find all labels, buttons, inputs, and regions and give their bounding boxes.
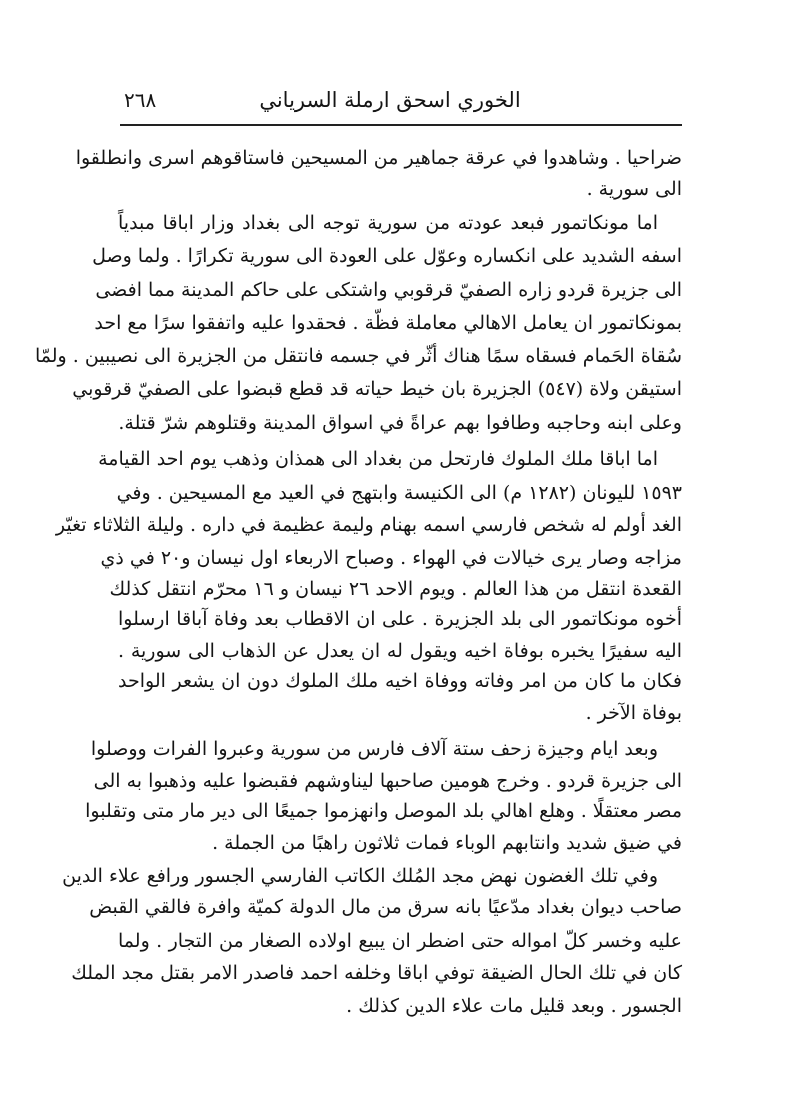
text-line: استيقن ولاة (٥٤٧) الجزيرة بان خيط حياته قد قطع قبضوا على الصفيّ قرقوبي (72, 378, 682, 400)
text-line: اليه سفيرًا يخبره بوفاة اخيه ويقول له ان يعدل عن الذهاب الى سورية . (118, 640, 682, 662)
text-line: الى جزيرة قردو . وخرج هومين صاحبها ليناوشهم فقبضوا عليه وذهبوا به الى (93, 770, 682, 792)
text-line: وبعد ايام وجيزة زحف ستة آلاف فارس من سورية وعبروا الفرات ووصلوا (90, 738, 658, 760)
text-line: مزاجه وصار يرى خيالات في الهواء . وصباح الاربعاء اول نيسان و٢٠ في ذي (100, 547, 682, 569)
text-line: اما اباقا ملك الملوك فارتحل من بغداد الى همذان وذهب يوم احد القيامة (98, 448, 658, 470)
text-line: مصر معتقلًا . وهلع اهالي بلد الموصل وانهزموا جميعًا الى دير مار متى وتقلبوا (85, 800, 682, 822)
text-line: الجسور . وبعد قليل مات علاء الدين كذلك . (346, 995, 682, 1017)
text-line: وفي تلك الغضون نهض مجد المُلك الكاتب الفارسي الجسور ورافع علاء الدين (62, 865, 658, 887)
running-title: الخوري اسحق ارملة السرياني (259, 88, 521, 112)
text-line: اسفه الشديد على انكساره وعوّل على العودة الى سورية تكرارًا . ولما وصل (92, 245, 682, 267)
text-line: وعلى ابنه وحاجبه وطافوا بهم عراةً في اسواق المدينة وقتلوهم شرّ قتلة. (118, 412, 682, 434)
text-line: صاحب ديوان بغداد مدّعيًا بانه سرق من مال الدولة كميّة وافرة فالقي القبض (89, 896, 682, 918)
text-line: سُقاة الحَمام فسقاه سمًا هناك أثّر في جسمه فانتقل من الجزيرة الى نصيبين . ولمّا (34, 345, 682, 367)
text-line: الى جزيرة قردو زاره الصفيّ قرقوبي واشتكى على حاكم المدينة مما افضى (95, 279, 682, 301)
header-rule (120, 124, 682, 126)
text-line: ضراحيا . وشاهدوا في عرقة جماهير من المسيحين فاستاقوهم اسرى وانطلقوا (75, 147, 682, 169)
text-line: في ضيق شديد وانتابهم الوباء فمات ثلاثون راهبًا من الجملة . (212, 832, 682, 854)
text-line: الى سورية . (586, 178, 682, 200)
text-line: بوفاة الآخر . (585, 702, 682, 724)
page-number: ٢٦٨ (124, 88, 157, 112)
text-line: اما مونكاتمور فبعد عودته من سورية توجه الى بغداد وزار اباقا مبدياً (118, 212, 658, 234)
text-line: فكان ما كان من امر وفاته ووفاة اخيه ملك الملوك دون ان يشعر الواحد (118, 670, 682, 692)
text-line: أخوه مونكاتمور الى بلد الجزيرة . على ان الاقطاب بعد وفاة آباقا ارسلوا (118, 608, 682, 630)
text-line: القعدة انتقل من هذا العالم . ويوم الاحد ٢٦ نيسان و ١٦ محرّم انتقل كذلك (109, 578, 682, 600)
text-line: عليه وخسر كلّ امواله حتى اضطر ان يبيع اولاده الصغار من التجار . ولما (118, 930, 682, 952)
text-line: بمونكاتمور ان يعامل الاهالي معاملة فظّة . فحقدوا عليه واتفقوا سرًا مع احد (94, 312, 682, 334)
text-line: ١٥٩٣ لليونان (١٢٨٢ م) الى الكنيسة وابتهج في العيد مع المسيحين . وفي (116, 482, 682, 504)
text-line: الغد أولم له شخص فارسي اسمه بهنام وليمة عظيمة في داره . وليلة الثلاثاء تغيّر (55, 514, 682, 536)
text-line: كان في تلك الحال الضيقة توفي اباقا وخلفه احمد فاصدر الامر بقتل مجد الملك (71, 962, 682, 984)
